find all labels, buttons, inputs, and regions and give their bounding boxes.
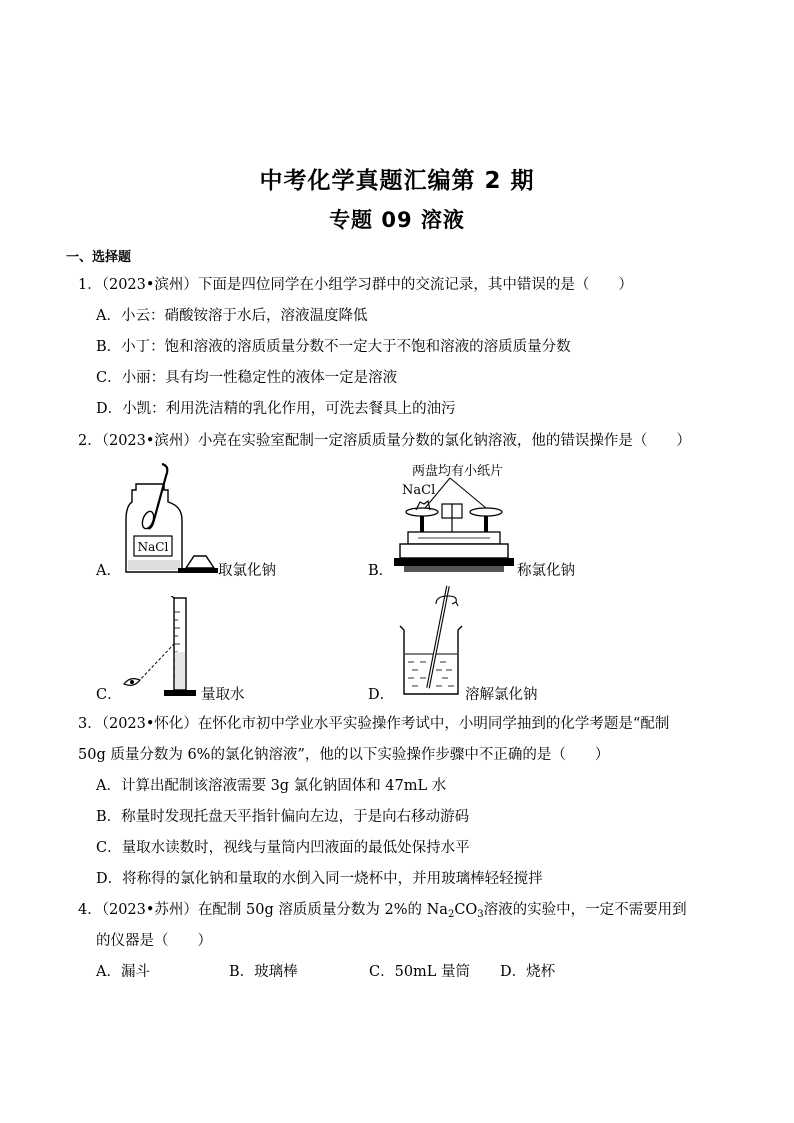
q2-fig-c-caption: 量取水 — [201, 687, 245, 703]
q2-fig-a-letter: A． — [96, 563, 121, 579]
q4-stem-line2: 的仪器是（ ） — [96, 933, 212, 949]
q4-stem-pre: 4．（2023•苏州）在配制 50g 溶质质量分数为 2%的 Na — [78, 902, 448, 918]
q3-stem-line2: 50g 质量分数为 6%的氯化钠溶液”，他的以下实验操作步骤中不正确的是（ ） — [78, 747, 610, 763]
q1-option-d: D．小凯：利用洗洁精的乳化作用，可洗去餐具上的油污 — [96, 401, 456, 417]
section-heading: 一、选择题 — [66, 250, 132, 265]
q2-fig-b-caption: 称氯化钠 — [517, 563, 575, 579]
q4-stem-post: 溶液的实验中，一定不需要用到 — [483, 902, 687, 918]
balance-note: 两盘均有小纸片 — [412, 464, 504, 479]
balance-figure — [390, 474, 515, 578]
bottle-label-text: NaCl — [137, 540, 169, 554]
q2-fig-c-letter: C． — [96, 687, 122, 703]
q3-option-c: C．量取水读数时，视线与量筒内凹液面的最低处保持水平 — [96, 840, 470, 856]
q4-option-a: A．漏斗 — [96, 964, 150, 980]
q2-fig-d-letter: D． — [368, 687, 395, 703]
q4-option-d: D．烧杯 — [500, 964, 556, 980]
q4-co: CO — [454, 902, 478, 918]
balance-nacl-label: NaCl — [402, 483, 436, 498]
beaker-figure — [396, 584, 466, 700]
q3-option-b: B．称量时发现托盘天平指针偏向左边，于是向右移动游码 — [96, 809, 470, 825]
q2-fig-a-caption: 取氯化钠 — [218, 563, 276, 579]
q4-stem-line1 — [78, 900, 687, 925]
q4-sub-2: 2 — [447, 909, 455, 920]
page-title: 中考化学真题汇编第 2 期 — [259, 168, 535, 194]
q1-option-c: C．小丽：具有均一性稳定性的液体一定是溶液 — [96, 370, 398, 386]
reagent-bottle-figure — [118, 462, 223, 576]
q3-option-d: D．将称得的氯化钠和量取的水倒入同一烧杯中，并用玻璃棒轻轻搅拌 — [96, 871, 543, 887]
q1-stem: 1．（2023•滨州）下面是四位同学在小组学习群中的交流记录，其中错误的是（ ） — [78, 277, 633, 293]
q1-option-a: A．小云：硝酸铵溶于水后，溶液温度降低 — [96, 308, 368, 324]
q1-option-b: B．小丁：饱和溶液的溶质质量分数不一定大于不饱和溶液的溶质质量分数 — [96, 339, 571, 355]
q4-option-c: C．50mL 量筒 — [369, 964, 471, 980]
graduated-cylinder-figure — [118, 596, 202, 700]
q2-fig-d-caption: 溶解氯化钠 — [465, 687, 538, 703]
q2-stem: 2．（2023•滨州）小亮在实验室配制一定溶质质量分数的氯化钠溶液，他的错误操作是（ ） — [78, 433, 691, 449]
q4-option-b: B．玻璃棒 — [229, 964, 298, 980]
q4-sub-3: 3 — [477, 909, 484, 920]
q3-stem-line1: 3．（2023•怀化）在怀化市初中学业水平实验操作考试中，小明同学抽到的化学考题是“配制 — [78, 716, 670, 732]
q2-fig-b-letter: B． — [368, 563, 394, 579]
q3-option-a: A．计算出配制该溶液需要 3g 氯化钠固体和 47mL 水 — [96, 778, 447, 794]
page-subtitle: 专题 09 溶液 — [329, 208, 465, 232]
